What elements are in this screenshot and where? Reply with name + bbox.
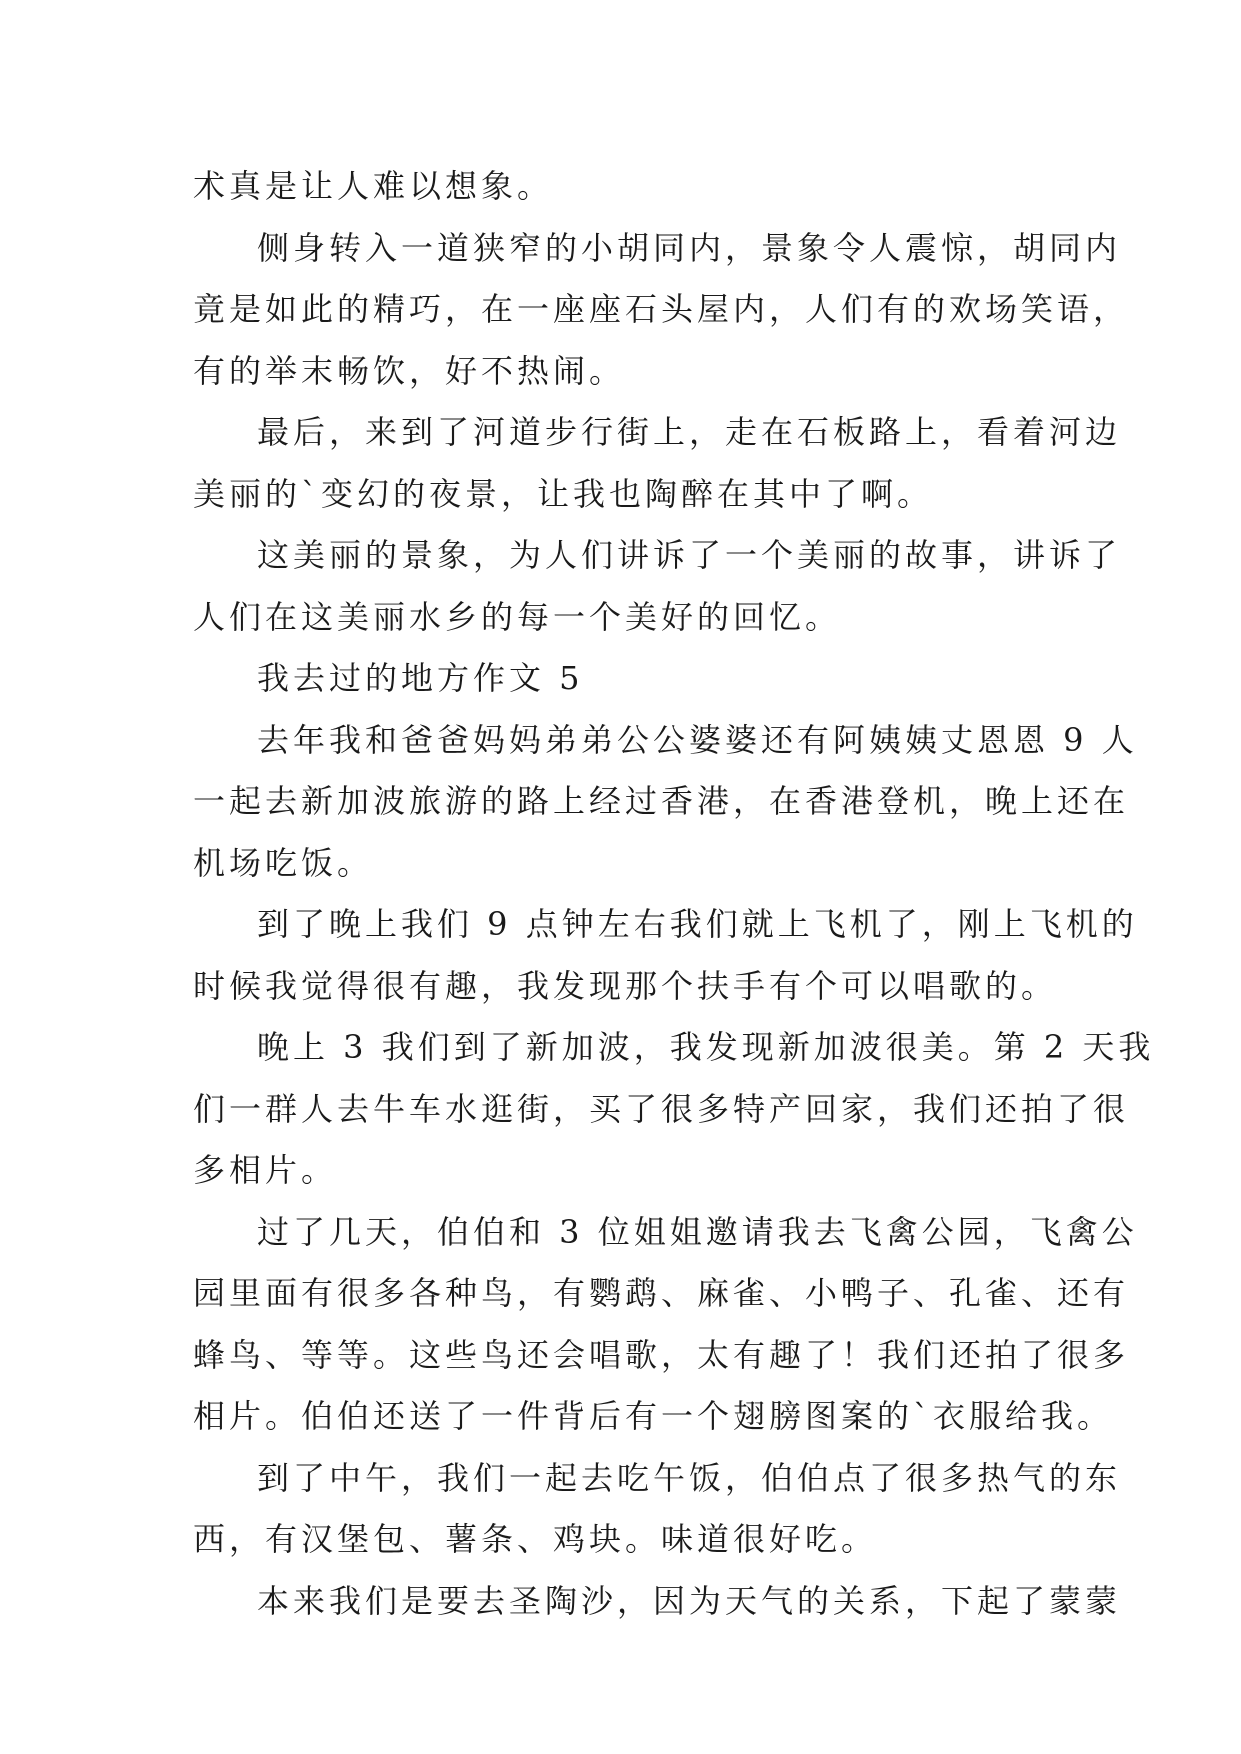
text-line: 到了晚上我们 9 点钟左右我们就上飞机了，刚上飞机的: [257, 905, 1138, 943]
text-line: 蜂鸟、等等。这些鸟还会唱歌，太有趣了！我们还拍了很多: [193, 1335, 1130, 1374]
text-line: 机场吃饭。: [193, 843, 374, 882]
text-line: 多相片。: [193, 1151, 338, 1189]
text-line: 一起去新加波旅游的路上经过香港，在香港登机，晚上还在: [193, 782, 1130, 820]
text-line: 竟是如此的精巧，在一座座石头屋内，人们有的欢场笑语，: [193, 290, 1130, 328]
text-line: 侧身转入一道狭窄的小胡同内，景象令人震惊，胡同内: [257, 228, 1122, 267]
text-line: 去年我和爸爸妈妈弟弟公公婆婆还有阿姨姨丈恩恩 9 人: [257, 720, 1138, 759]
text-line: 人们在这美丽水乡的每一个美好的回忆。: [193, 597, 842, 636]
text-line: 本来我们是要去圣陶沙，因为天气的关系，下起了蒙蒙: [257, 1581, 1122, 1620]
text-line: 时候我觉得很有趣，我发现那个扶手有个可以唱歌的。: [193, 966, 1058, 1005]
text-line: 们一群人去牛车水逛街，买了很多特产回家，我们还拍了很: [193, 1089, 1130, 1128]
text-line: 美丽的`变幻的夜景，让我也陶醉在其中了啊。: [193, 474, 934, 513]
text-line: 过了几天，伯伯和 3 位姐姐邀请我去飞禽公园，飞禽公: [257, 1212, 1138, 1251]
text-line: 西，有汉堡包、薯条、鸡块。味道很好吃。: [193, 1520, 878, 1558]
text-line: 这美丽的景象，为人们讲诉了一个美丽的故事，讲诉了: [257, 536, 1122, 574]
section-heading: 我去过的地方作文 5: [257, 659, 584, 697]
text-line: 园里面有很多各种鸟，有鹦鹉、麻雀、小鸭子、孔雀、还有: [193, 1274, 1130, 1312]
text-line: 相片。伯伯还送了一件背后有一个翅膀图案的`衣服给我。: [193, 1397, 1114, 1435]
text-line: 术真是让人难以想象。: [193, 167, 554, 205]
text-line: 有的举末畅饮，好不热闹。: [193, 351, 626, 390]
document-body: [193, 156, 1155, 1632]
text-line: 最后，来到了河道步行街上，走在石板路上，看着河边: [257, 413, 1122, 451]
text-line: 到了中午，我们一起去吃午饭，伯伯点了很多热气的东: [257, 1458, 1122, 1497]
text-line: 晚上 3 我们到了新加波，我发现新加波很美。第 2 天我: [257, 1028, 1155, 1066]
